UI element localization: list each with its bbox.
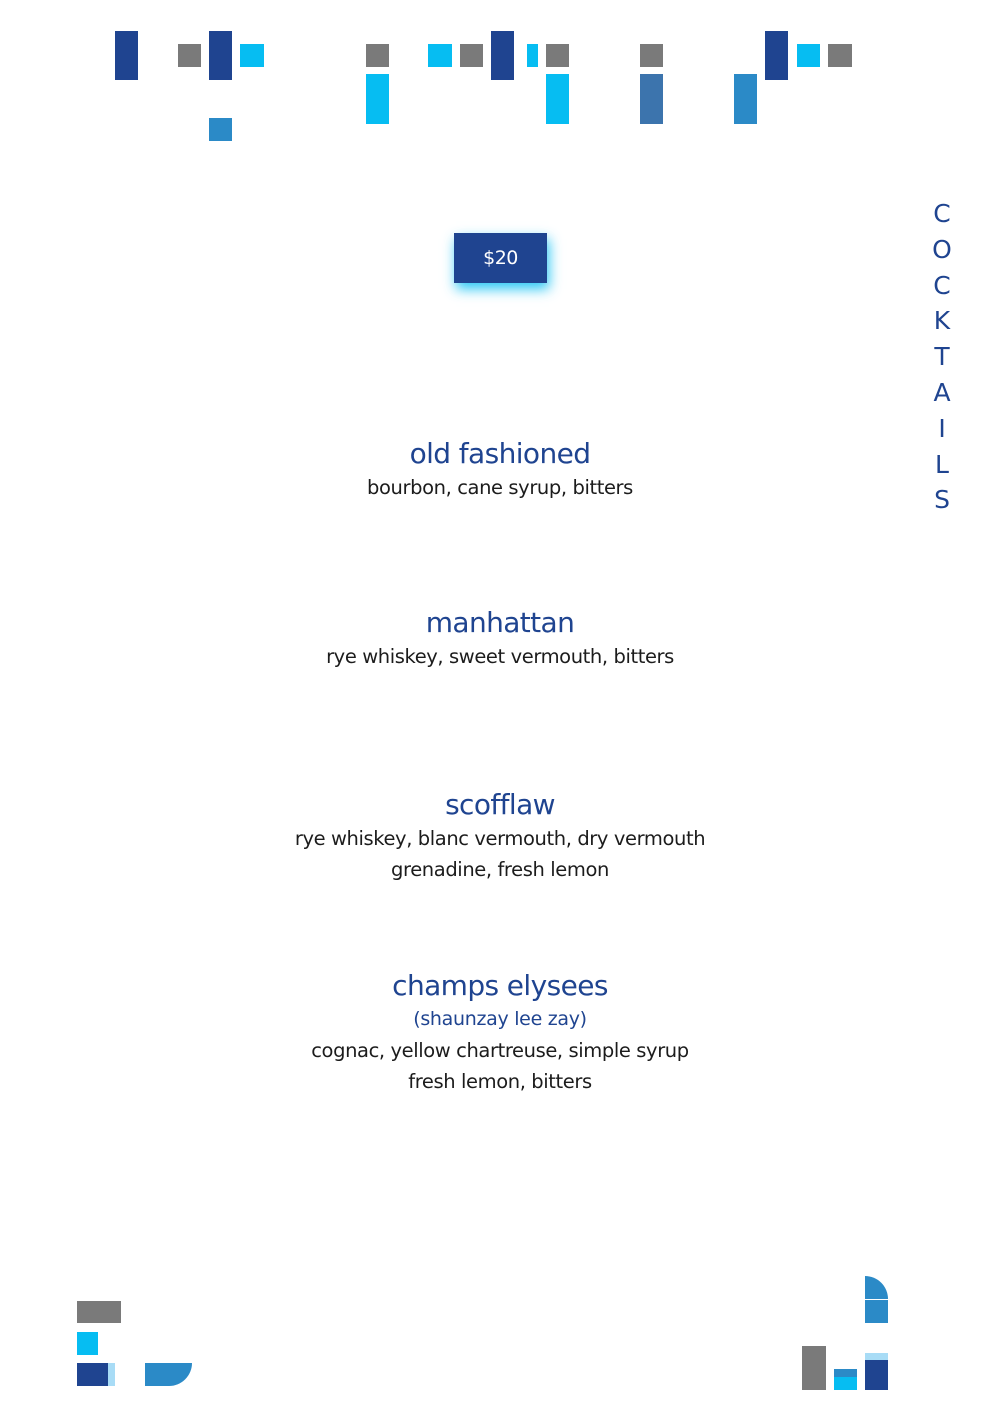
drink-name: old fashioned xyxy=(409,437,591,470)
menu-item-old-fashioned xyxy=(150,436,850,503)
price-badge: $20 xyxy=(454,233,547,283)
decor-block xyxy=(240,44,264,67)
decor-block xyxy=(797,44,820,67)
decor-block xyxy=(428,44,452,67)
decor-block xyxy=(802,1346,826,1390)
decor-block xyxy=(108,1363,115,1386)
section-title-letter: S xyxy=(934,485,950,515)
drink-ingredients: rye whiskey, blanc vermouth, dry vermouth xyxy=(294,827,706,850)
section-title-letter: C xyxy=(933,199,951,228)
decor-block xyxy=(734,74,757,124)
decor-block xyxy=(865,1353,888,1360)
decor-block xyxy=(366,74,389,124)
decor-quarter-shape xyxy=(865,1276,888,1299)
decor-block xyxy=(834,1377,857,1390)
drink-pronunciation: (shaunzay lee zay) xyxy=(413,1008,587,1030)
decor-block xyxy=(77,1332,98,1355)
menu-item-manhattan xyxy=(150,605,850,672)
decor-block xyxy=(491,31,514,80)
drink-name: champs elysees xyxy=(392,969,608,1002)
decor-block xyxy=(527,44,538,67)
drink-ingredients: bourbon, cane syrup, bitters xyxy=(367,476,633,499)
decor-block xyxy=(865,1360,888,1390)
decor-block xyxy=(640,44,663,67)
menu-item-scofflaw xyxy=(150,787,850,885)
drink-name: manhattan xyxy=(425,606,575,639)
section-title-letter: I xyxy=(938,413,946,443)
decor-block xyxy=(178,44,201,67)
drink-name: scofflaw xyxy=(445,788,555,821)
section-title-letter: L xyxy=(935,449,949,479)
section-title-vertical xyxy=(927,196,957,518)
decor-block xyxy=(209,31,232,80)
decor-block xyxy=(865,1300,888,1323)
section-title-letter: A xyxy=(933,377,951,407)
decor-quarter-shape xyxy=(169,1363,192,1386)
drink-ingredients: grenadine, fresh lemon xyxy=(391,858,609,881)
decor-block xyxy=(640,74,663,124)
decor-block xyxy=(546,44,569,67)
decor-block xyxy=(77,1363,108,1386)
decor-block xyxy=(209,118,232,141)
decor-block xyxy=(145,1363,169,1386)
decor-block xyxy=(77,1301,121,1323)
decor-block xyxy=(834,1369,857,1377)
drink-ingredients: fresh lemon, bitters xyxy=(408,1070,592,1093)
decor-block xyxy=(460,44,483,67)
drink-ingredients: rye whiskey, sweet vermouth, bitters xyxy=(326,645,674,668)
drink-ingredients: cognac, yellow chartreuse, simple syrup xyxy=(311,1039,689,1062)
section-title-letter: O xyxy=(932,234,952,264)
decor-block xyxy=(828,44,852,67)
decor-block xyxy=(115,31,138,80)
section-title-letter: C xyxy=(933,270,951,300)
section-title-letter: K xyxy=(933,306,951,336)
decor-block xyxy=(765,31,788,80)
decor-block xyxy=(546,74,569,124)
section-title-letter: T xyxy=(934,342,950,372)
decor-block xyxy=(366,44,389,67)
menu-item-champs-elysees xyxy=(150,968,850,1097)
